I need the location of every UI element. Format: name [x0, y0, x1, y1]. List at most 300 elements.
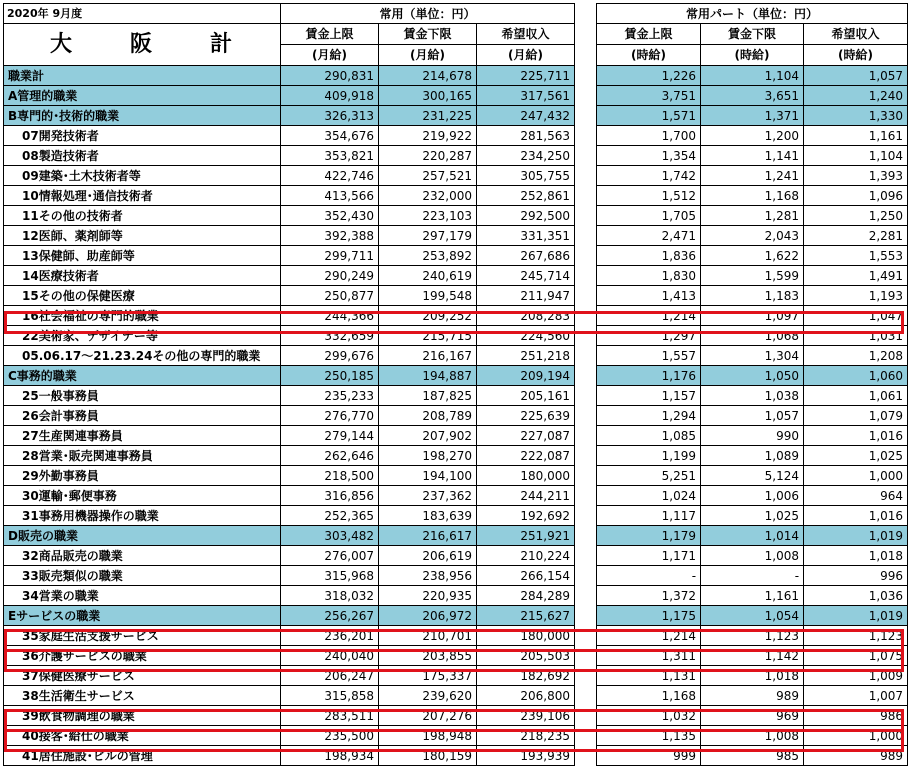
occupation-label: 38生活衛生サービス — [4, 686, 281, 706]
col-header-part-min: 賃金下限 — [701, 24, 804, 45]
column-gap — [575, 686, 597, 706]
col-header-regular-min: 賃金下限 — [379, 24, 477, 45]
table-row — [4, 186, 908, 206]
occupation-label: 16社会福祉の専門的職業 — [4, 306, 281, 326]
table-row — [4, 686, 908, 706]
regular-min-cell: 198,270 — [379, 446, 477, 466]
part-desired-cell: 1,250 — [804, 206, 908, 226]
part-min-cell: 1,068 — [701, 326, 804, 346]
column-gap — [575, 486, 597, 506]
regular-min-cell: 203,855 — [379, 646, 477, 666]
part-min-cell: 3,651 — [701, 86, 804, 106]
part-max-cell: 3,751 — [597, 86, 701, 106]
part-min-cell: 1,200 — [701, 126, 804, 146]
column-gap — [575, 366, 597, 386]
column-gap — [575, 706, 597, 726]
part-desired-cell: 1,025 — [804, 446, 908, 466]
part-max-cell: 1,297 — [597, 326, 701, 346]
occupation-label: 26会計事務員 — [4, 406, 281, 426]
regular-max-cell: 235,500 — [281, 726, 379, 746]
col-header-regular-max: 賃金上限 — [281, 24, 379, 45]
regular-desired-cell: 192,692 — [477, 506, 575, 526]
part-min-cell: 1,014 — [701, 526, 804, 546]
category-label: C事務的職業 — [4, 366, 281, 386]
header-row-2 — [4, 24, 908, 45]
regular-max-cell: 299,676 — [281, 346, 379, 366]
part-max-cell: 1,742 — [597, 166, 701, 186]
regular-max-cell: 276,007 — [281, 546, 379, 566]
part-min-cell: - — [701, 566, 804, 586]
regular-max-cell: 290,249 — [281, 266, 379, 286]
part-desired-cell: 1,031 — [804, 326, 908, 346]
regular-max-cell: 332,659 — [281, 326, 379, 346]
regular-min-cell: 231,225 — [379, 106, 477, 126]
table-row — [4, 546, 908, 566]
column-gap — [575, 66, 597, 86]
category-label: B専門的･技術的職業 — [4, 106, 281, 126]
column-gap — [575, 126, 597, 146]
regular-max-cell: 235,233 — [281, 386, 379, 406]
occupation-label: 27生産関連事務員 — [4, 426, 281, 446]
regular-max-cell: 316,856 — [281, 486, 379, 506]
part-min-cell: 1,038 — [701, 386, 804, 406]
table-row — [4, 646, 908, 666]
part-desired-cell: 1,208 — [804, 346, 908, 366]
part-desired-cell: 1,079 — [804, 406, 908, 426]
table-row — [4, 306, 908, 326]
regular-min-cell: 300,165 — [379, 86, 477, 106]
regular-desired-cell: 182,692 — [477, 666, 575, 686]
part-desired-cell: 1,393 — [804, 166, 908, 186]
occupation-label: 15その他の保健医療 — [4, 286, 281, 306]
part-min-cell: 1,281 — [701, 206, 804, 226]
column-gap — [575, 606, 597, 626]
table-row — [4, 446, 908, 466]
regular-desired-cell: 284,289 — [477, 586, 575, 606]
part-desired-cell: 1,019 — [804, 526, 908, 546]
table-row — [4, 246, 908, 266]
regular-max-cell: 198,934 — [281, 746, 379, 766]
column-gap — [575, 566, 597, 586]
regular-max-cell: 315,968 — [281, 566, 379, 586]
part-max-cell: 1,085 — [597, 426, 701, 446]
regular-max-cell: 283,511 — [281, 706, 379, 726]
occupation-label: 22美術家、デザイナー等 — [4, 326, 281, 346]
table-row — [4, 166, 908, 186]
regular-min-cell: 216,617 — [379, 526, 477, 546]
part-desired-cell: 1,061 — [804, 386, 908, 406]
column-gap — [575, 586, 597, 606]
part-desired-cell: 1,096 — [804, 186, 908, 206]
part-min-cell: 1,025 — [701, 506, 804, 526]
part-min-cell: 1,168 — [701, 186, 804, 206]
occupation-label: 28営業･販売関連事務員 — [4, 446, 281, 466]
part-desired-cell: 1,009 — [804, 666, 908, 686]
regular-min-cell: 232,000 — [379, 186, 477, 206]
regular-desired-cell: 193,939 — [477, 746, 575, 766]
column-gap — [575, 386, 597, 406]
part-desired-cell: 989 — [804, 746, 908, 766]
part-desired-cell: 1,016 — [804, 506, 908, 526]
regular-max-cell: 315,858 — [281, 686, 379, 706]
part-min-cell: 1,089 — [701, 446, 804, 466]
regular-max-cell: 413,566 — [281, 186, 379, 206]
regular-max-cell: 352,430 — [281, 206, 379, 226]
regular-desired-cell: 244,211 — [477, 486, 575, 506]
part-min-cell: 1,097 — [701, 306, 804, 326]
column-gap — [575, 446, 597, 466]
part-max-cell: 1,175 — [597, 606, 701, 626]
part-desired-cell: 1,553 — [804, 246, 908, 266]
table-row — [4, 666, 908, 686]
part-min-cell: 1,104 — [701, 66, 804, 86]
part-max-cell: 2,471 — [597, 226, 701, 246]
category-label: A管理的職業 — [4, 86, 281, 106]
regular-max-cell: 326,313 — [281, 106, 379, 126]
regular-desired-cell: 224,560 — [477, 326, 575, 346]
part-max-cell: 1,214 — [597, 306, 701, 326]
regular-min-cell: 223,103 — [379, 206, 477, 226]
column-gap — [575, 526, 597, 546]
column-gap — [575, 746, 597, 766]
category-label: Eサービスの職業 — [4, 606, 281, 626]
regular-max-cell: 206,247 — [281, 666, 379, 686]
regular-desired-cell: 245,714 — [477, 266, 575, 286]
regular-desired-cell: 180,000 — [477, 466, 575, 486]
table-row — [4, 106, 908, 126]
regular-min-cell: 208,789 — [379, 406, 477, 426]
regular-desired-cell: 209,194 — [477, 366, 575, 386]
occupation-label: 36介護サービスの職業 — [4, 646, 281, 666]
wage-table — [3, 3, 908, 766]
part-desired-cell: 1,057 — [804, 66, 908, 86]
regular-min-cell: 199,548 — [379, 286, 477, 306]
regular-min-cell: 206,619 — [379, 546, 477, 566]
part-min-cell: 989 — [701, 686, 804, 706]
regular-max-cell: 240,040 — [281, 646, 379, 666]
part-max-cell: 1,311 — [597, 646, 701, 666]
part-min-cell: 1,622 — [701, 246, 804, 266]
part-desired-cell: 1,018 — [804, 546, 908, 566]
part-max-cell: 1,512 — [597, 186, 701, 206]
part-desired-cell: 1,047 — [804, 306, 908, 326]
table-row — [4, 206, 908, 226]
regular-min-cell: 180,159 — [379, 746, 477, 766]
col-unit-regular-desired: (月給) — [477, 45, 575, 66]
part-min-cell: 1,241 — [701, 166, 804, 186]
col-unit-part-desired: (時給) — [804, 45, 908, 66]
table-row — [4, 366, 908, 386]
regular-min-cell: 183,639 — [379, 506, 477, 526]
regular-desired-cell: 211,947 — [477, 286, 575, 306]
col-header-part-max: 賃金上限 — [597, 24, 701, 45]
part-min-cell: 1,304 — [701, 346, 804, 366]
occupation-label: 10情報処理･通信技術者 — [4, 186, 281, 206]
regular-min-cell: 219,922 — [379, 126, 477, 146]
part-min-cell: 1,006 — [701, 486, 804, 506]
regular-desired-cell: 247,432 — [477, 106, 575, 126]
regular-min-cell: 198,948 — [379, 726, 477, 746]
table-row — [4, 506, 908, 526]
regular-desired-cell: 251,218 — [477, 346, 575, 366]
col-header-part-desired: 希望収入 — [804, 24, 908, 45]
regular-desired-cell: 281,563 — [477, 126, 575, 146]
occupation-label: 41居住施設･ビルの管理 — [4, 746, 281, 766]
table-row — [4, 346, 908, 366]
column-gap — [575, 246, 597, 266]
regular-min-cell: 239,620 — [379, 686, 477, 706]
regular-min-cell: 220,287 — [379, 146, 477, 166]
category-label: D販売の職業 — [4, 526, 281, 546]
group-header-regular: 常用（単位：円） — [281, 4, 575, 24]
part-min-cell: 969 — [701, 706, 804, 726]
part-min-cell: 1,008 — [701, 546, 804, 566]
column-gap — [575, 546, 597, 566]
regular-desired-cell: 317,561 — [477, 86, 575, 106]
column-gap — [575, 106, 597, 126]
table-row — [4, 406, 908, 426]
regular-min-cell: 238,956 — [379, 566, 477, 586]
part-min-cell: 1,018 — [701, 666, 804, 686]
part-min-cell: 1,599 — [701, 266, 804, 286]
part-max-cell: 5,251 — [597, 466, 701, 486]
table-row — [4, 266, 908, 286]
table-row — [4, 426, 908, 446]
part-desired-cell: 1,019 — [804, 606, 908, 626]
part-min-cell: 1,161 — [701, 586, 804, 606]
part-max-cell: 1,032 — [597, 706, 701, 726]
regular-desired-cell: 218,235 — [477, 726, 575, 746]
part-desired-cell: 964 — [804, 486, 908, 506]
regular-desired-cell: 205,161 — [477, 386, 575, 406]
column-gap — [575, 406, 597, 426]
regular-desired-cell: 266,154 — [477, 566, 575, 586]
part-desired-cell: 1,000 — [804, 466, 908, 486]
part-min-cell: 1,050 — [701, 366, 804, 386]
regular-desired-cell: 292,500 — [477, 206, 575, 226]
part-desired-cell: 2,281 — [804, 226, 908, 246]
regular-min-cell: 216,167 — [379, 346, 477, 366]
occupation-label: 34営業の職業 — [4, 586, 281, 606]
part-min-cell: 1,057 — [701, 406, 804, 426]
part-max-cell: 1,226 — [597, 66, 701, 86]
table-row — [4, 86, 908, 106]
part-desired-cell: 1,491 — [804, 266, 908, 286]
regular-desired-cell: 225,711 — [477, 66, 575, 86]
part-max-cell: 1,294 — [597, 406, 701, 426]
column-gap — [575, 4, 597, 66]
part-max-cell: 1,557 — [597, 346, 701, 366]
part-desired-cell: 1,161 — [804, 126, 908, 146]
part-max-cell: 1,372 — [597, 586, 701, 606]
regular-min-cell: 253,892 — [379, 246, 477, 266]
table-row — [4, 386, 908, 406]
occupation-label: 05.06.17～21.23.24その他の専門的職業 — [4, 346, 281, 366]
column-gap — [575, 146, 597, 166]
part-desired-cell: 1,075 — [804, 646, 908, 666]
occupation-label: 07開発技術者 — [4, 126, 281, 146]
part-max-cell: 1,131 — [597, 666, 701, 686]
part-desired-cell: 996 — [804, 566, 908, 586]
column-gap — [575, 206, 597, 226]
part-min-cell: 985 — [701, 746, 804, 766]
occupation-label: 13保健師、助産師等 — [4, 246, 281, 266]
regular-desired-cell: 251,921 — [477, 526, 575, 546]
table-row — [4, 586, 908, 606]
part-desired-cell: 1,060 — [804, 366, 908, 386]
part-max-cell: 1,117 — [597, 506, 701, 526]
col-unit-regular-max: (月給) — [281, 45, 379, 66]
regular-min-cell: 207,276 — [379, 706, 477, 726]
group-header-part: 常用パート（単位：円） — [597, 4, 908, 24]
regular-max-cell: 318,032 — [281, 586, 379, 606]
region-char: 大 — [49, 31, 74, 57]
regular-desired-cell: 180,000 — [477, 626, 575, 646]
regular-max-cell: 262,646 — [281, 446, 379, 466]
regular-desired-cell: 331,351 — [477, 226, 575, 246]
part-max-cell: 1,171 — [597, 546, 701, 566]
part-desired-cell: 1,123 — [804, 626, 908, 646]
part-max-cell: - — [597, 566, 701, 586]
occupation-label: 39飲食物調理の職業 — [4, 706, 281, 726]
regular-desired-cell: 222,087 — [477, 446, 575, 466]
column-gap — [575, 666, 597, 686]
regular-min-cell: 194,887 — [379, 366, 477, 386]
occupation-label: 14医療技術者 — [4, 266, 281, 286]
part-max-cell: 1,179 — [597, 526, 701, 546]
regular-max-cell: 392,388 — [281, 226, 379, 246]
part-desired-cell: 1,193 — [804, 286, 908, 306]
regular-max-cell: 422,746 — [281, 166, 379, 186]
regular-desired-cell: 267,686 — [477, 246, 575, 266]
column-gap — [575, 466, 597, 486]
regular-min-cell: 257,521 — [379, 166, 477, 186]
regular-max-cell: 299,711 — [281, 246, 379, 266]
column-gap — [575, 426, 597, 446]
table-row — [4, 466, 908, 486]
part-min-cell: 1,142 — [701, 646, 804, 666]
part-max-cell: 1,413 — [597, 286, 701, 306]
year-label: 2020年 9月度 — [4, 4, 281, 24]
part-max-cell: 1,157 — [597, 386, 701, 406]
regular-max-cell: 252,365 — [281, 506, 379, 526]
part-max-cell: 1,199 — [597, 446, 701, 466]
column-gap — [575, 346, 597, 366]
regular-max-cell: 236,201 — [281, 626, 379, 646]
part-min-cell: 2,043 — [701, 226, 804, 246]
table-row — [4, 146, 908, 166]
regular-max-cell: 354,676 — [281, 126, 379, 146]
regular-max-cell: 276,770 — [281, 406, 379, 426]
occupation-label: 31事務用機器操作の職業 — [4, 506, 281, 526]
column-gap — [575, 186, 597, 206]
table-row — [4, 566, 908, 586]
col-unit-part-min: (時給) — [701, 45, 804, 66]
occupation-label: 30運輸･郵便事務 — [4, 486, 281, 506]
part-min-cell: 1,371 — [701, 106, 804, 126]
regular-desired-cell: 206,800 — [477, 686, 575, 706]
regular-max-cell: 250,877 — [281, 286, 379, 306]
regular-desired-cell: 305,755 — [477, 166, 575, 186]
part-min-cell: 990 — [701, 426, 804, 446]
part-max-cell: 999 — [597, 746, 701, 766]
part-max-cell: 1,354 — [597, 146, 701, 166]
part-max-cell: 1,830 — [597, 266, 701, 286]
regular-max-cell: 409,918 — [281, 86, 379, 106]
regular-desired-cell: 225,639 — [477, 406, 575, 426]
category-label: 職業計 — [4, 66, 281, 86]
part-desired-cell: 1,016 — [804, 426, 908, 446]
column-gap — [575, 306, 597, 326]
table-row — [4, 126, 908, 146]
part-max-cell: 1,705 — [597, 206, 701, 226]
part-min-cell: 1,123 — [701, 626, 804, 646]
part-max-cell: 1,024 — [597, 486, 701, 506]
part-max-cell: 1,168 — [597, 686, 701, 706]
regular-max-cell: 244,366 — [281, 306, 379, 326]
table-row — [4, 66, 908, 86]
regular-min-cell: 187,825 — [379, 386, 477, 406]
header-row-1 — [4, 4, 908, 24]
part-desired-cell: 986 — [804, 706, 908, 726]
part-desired-cell: 1,000 — [804, 726, 908, 746]
regular-max-cell: 256,267 — [281, 606, 379, 626]
part-min-cell: 1,141 — [701, 146, 804, 166]
regular-max-cell: 290,831 — [281, 66, 379, 86]
part-max-cell: 1,135 — [597, 726, 701, 746]
regular-max-cell: 250,185 — [281, 366, 379, 386]
regular-min-cell: 194,100 — [379, 466, 477, 486]
regular-min-cell: 206,972 — [379, 606, 477, 626]
region-char: 阪 — [129, 31, 154, 57]
table-row — [4, 486, 908, 506]
regular-min-cell: 207,902 — [379, 426, 477, 446]
region-title — [4, 24, 281, 66]
column-gap — [575, 506, 597, 526]
occupation-label: 35家庭生活支援サービス — [4, 626, 281, 646]
column-gap — [575, 286, 597, 306]
col-unit-part-max: (時給) — [597, 45, 701, 66]
table-row — [4, 606, 908, 626]
regular-min-cell: 210,701 — [379, 626, 477, 646]
regular-min-cell: 214,678 — [379, 66, 477, 86]
table-row — [4, 226, 908, 246]
table-row — [4, 326, 908, 346]
occupation-label: 33販売類似の職業 — [4, 566, 281, 586]
occupation-label: 40接客･給仕の職業 — [4, 726, 281, 746]
col-header-regular-desired: 希望収入 — [477, 24, 575, 45]
regular-min-cell: 209,252 — [379, 306, 477, 326]
regular-desired-cell: 234,250 — [477, 146, 575, 166]
part-desired-cell: 1,007 — [804, 686, 908, 706]
regular-max-cell: 279,144 — [281, 426, 379, 446]
regular-desired-cell: 205,503 — [477, 646, 575, 666]
table-row — [4, 526, 908, 546]
table-row — [4, 706, 908, 726]
part-min-cell: 1,054 — [701, 606, 804, 626]
column-gap — [575, 166, 597, 186]
occupation-label: 32商品販売の職業 — [4, 546, 281, 566]
column-gap — [575, 226, 597, 246]
regular-desired-cell: 227,087 — [477, 426, 575, 446]
occupation-label: 09建築･土木技術者等 — [4, 166, 281, 186]
regular-min-cell: 240,619 — [379, 266, 477, 286]
occupation-label: 11その他の技術者 — [4, 206, 281, 226]
regular-min-cell: 237,362 — [379, 486, 477, 506]
occupation-label: 29外勤事務員 — [4, 466, 281, 486]
part-min-cell: 5,124 — [701, 466, 804, 486]
occupation-label: 37保健医療サービス — [4, 666, 281, 686]
